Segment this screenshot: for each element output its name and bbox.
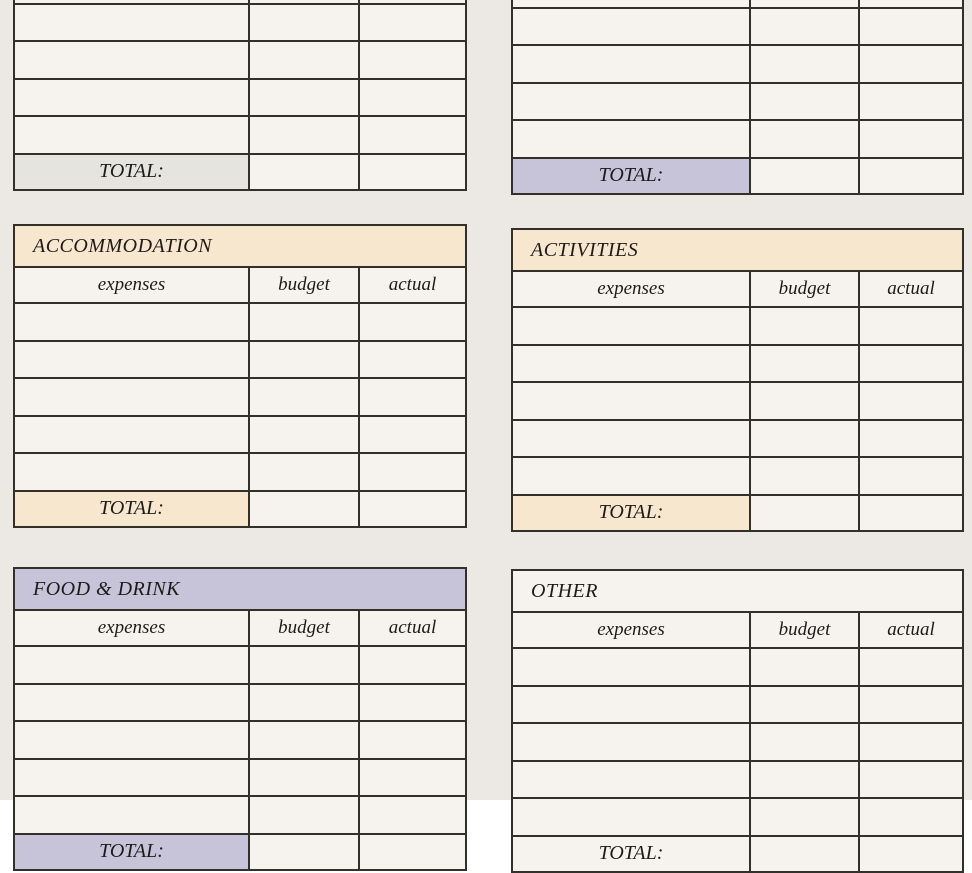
accommodation-header bbox=[15, 226, 465, 268]
actual-cell bbox=[860, 46, 962, 82]
expense-cell bbox=[513, 421, 751, 457]
table-row bbox=[15, 760, 465, 798]
table-row bbox=[513, 9, 962, 47]
table-row bbox=[15, 379, 465, 417]
actual-cell bbox=[860, 308, 962, 344]
total-row bbox=[15, 155, 465, 189]
budget-cell bbox=[250, 797, 360, 833]
total-row bbox=[513, 159, 962, 193]
actual-column-header: actual bbox=[388, 274, 437, 295]
expense-cell bbox=[15, 722, 250, 758]
budget-cell bbox=[751, 346, 860, 382]
expense-cell bbox=[513, 308, 751, 344]
table-row bbox=[513, 799, 962, 837]
column-header-row bbox=[15, 268, 465, 304]
budget-cell bbox=[751, 724, 860, 760]
expense-cell bbox=[15, 304, 250, 340]
table-row bbox=[15, 417, 465, 455]
total-budget-cell bbox=[250, 155, 360, 189]
table-row bbox=[513, 84, 962, 122]
actual-cell bbox=[360, 647, 465, 683]
table-row bbox=[513, 649, 962, 687]
table-row bbox=[15, 304, 465, 342]
total-row bbox=[15, 835, 465, 869]
budget-cell bbox=[250, 342, 360, 378]
budget-cell bbox=[751, 0, 860, 7]
expense-cell bbox=[513, 687, 751, 723]
expense-cell bbox=[15, 454, 250, 490]
expense-cell bbox=[513, 799, 751, 835]
budget-cell bbox=[751, 383, 860, 419]
budget-cell bbox=[250, 0, 360, 3]
actual-cell bbox=[860, 687, 962, 723]
actual-cell bbox=[860, 649, 962, 685]
actual-cell bbox=[360, 685, 465, 721]
activities-table bbox=[511, 228, 964, 532]
expense-cell bbox=[513, 458, 751, 494]
total-actual-cell bbox=[360, 155, 465, 189]
total-row bbox=[513, 496, 962, 530]
budget-cell bbox=[751, 762, 860, 798]
budget-cell bbox=[250, 647, 360, 683]
other-title: OTHER bbox=[531, 579, 598, 602]
food-drink-table bbox=[13, 567, 467, 871]
total-label-cell: TOTAL: bbox=[513, 496, 751, 530]
budget-cell bbox=[751, 308, 860, 344]
total-row bbox=[15, 492, 465, 526]
actual-cell bbox=[360, 5, 465, 41]
budget-cell bbox=[751, 9, 860, 45]
budget-cell bbox=[751, 649, 860, 685]
budget-cell bbox=[751, 84, 860, 120]
budget-cell bbox=[250, 454, 360, 490]
budget-cell bbox=[250, 760, 360, 796]
column-header-row bbox=[513, 613, 962, 649]
expense-cell bbox=[513, 762, 751, 798]
actual-cell bbox=[360, 42, 465, 78]
accommodation-table bbox=[13, 224, 467, 528]
expense-cell bbox=[15, 80, 250, 116]
actual-cell bbox=[860, 383, 962, 419]
budget-column-header: budget bbox=[751, 272, 860, 306]
food-drink-header bbox=[15, 569, 465, 611]
actual-cell bbox=[860, 346, 962, 382]
expense-cell bbox=[513, 346, 751, 382]
budget-cell bbox=[751, 687, 860, 723]
budget-cell bbox=[751, 799, 860, 835]
activities-title: ACTIVITIES bbox=[531, 238, 639, 261]
actual-cell bbox=[860, 84, 962, 120]
table-row bbox=[15, 342, 465, 380]
total-label-cell: TOTAL: bbox=[15, 155, 250, 189]
table-row bbox=[15, 5, 465, 43]
budget-cell bbox=[250, 42, 360, 78]
actual-cell bbox=[360, 760, 465, 796]
accommodation-title: ACCOMMODATION bbox=[33, 234, 213, 257]
expense-cell bbox=[513, 9, 751, 45]
table-row bbox=[513, 687, 962, 725]
budget-cell bbox=[751, 46, 860, 82]
expense-cell bbox=[15, 117, 250, 153]
table-row bbox=[15, 42, 465, 80]
budget-cell bbox=[751, 421, 860, 457]
table-row bbox=[15, 797, 465, 835]
table-row bbox=[513, 421, 962, 459]
total-actual-cell bbox=[860, 496, 962, 530]
expenses-column-header: expenses bbox=[513, 613, 751, 647]
total-label-cell: TOTAL: bbox=[15, 835, 250, 869]
table-row bbox=[15, 117, 465, 155]
expense-cell bbox=[15, 797, 250, 833]
top-left-table bbox=[13, 0, 467, 191]
actual-cell bbox=[860, 9, 962, 45]
budget-cell bbox=[751, 121, 860, 157]
budget-column-header: budget bbox=[751, 613, 860, 647]
budget-cell bbox=[250, 417, 360, 453]
budget-cell bbox=[250, 722, 360, 758]
actual-column-header: actual bbox=[388, 617, 437, 638]
expense-cell bbox=[513, 121, 751, 157]
expenses-column-header: expenses bbox=[15, 268, 250, 302]
actual-cell bbox=[360, 379, 465, 415]
actual-cell bbox=[360, 722, 465, 758]
expense-cell bbox=[15, 417, 250, 453]
expense-cell bbox=[15, 42, 250, 78]
budget-cell bbox=[250, 685, 360, 721]
actual-cell bbox=[860, 799, 962, 835]
actual-cell bbox=[360, 797, 465, 833]
expense-cell bbox=[15, 760, 250, 796]
column-header-row bbox=[15, 611, 465, 647]
actual-cell bbox=[860, 421, 962, 457]
expenses-column-header: expenses bbox=[513, 272, 751, 306]
table-row bbox=[15, 454, 465, 492]
total-actual-cell bbox=[860, 837, 962, 871]
table-row bbox=[513, 724, 962, 762]
other-header bbox=[513, 571, 962, 613]
budget-cell bbox=[250, 379, 360, 415]
expense-cell bbox=[513, 649, 751, 685]
total-budget-cell bbox=[250, 835, 360, 869]
total-budget-cell bbox=[751, 496, 860, 530]
table-row bbox=[513, 458, 962, 496]
actual-cell bbox=[360, 80, 465, 116]
table-row bbox=[15, 80, 465, 118]
expenses-column-header: expenses bbox=[15, 611, 250, 645]
actual-cell bbox=[860, 458, 962, 494]
expense-cell bbox=[513, 0, 751, 7]
budget-column-header: budget bbox=[250, 268, 360, 302]
total-label-cell: TOTAL: bbox=[513, 159, 751, 193]
total-budget-cell bbox=[250, 492, 360, 526]
actual-cell bbox=[360, 304, 465, 340]
table-row bbox=[513, 0, 962, 9]
top-right-table bbox=[511, 0, 964, 195]
actual-column-header: actual bbox=[887, 619, 935, 640]
total-budget-cell bbox=[751, 837, 860, 871]
actual-column-header: actual bbox=[887, 278, 935, 299]
budget-cell bbox=[250, 117, 360, 153]
actual-cell bbox=[860, 762, 962, 798]
table-row bbox=[513, 383, 962, 421]
actual-cell bbox=[360, 342, 465, 378]
column-header-row bbox=[513, 272, 962, 308]
expense-cell bbox=[15, 342, 250, 378]
table-row bbox=[513, 46, 962, 84]
expense-cell bbox=[513, 383, 751, 419]
total-label-cell: TOTAL: bbox=[15, 492, 250, 526]
total-label-cell: TOTAL: bbox=[513, 837, 751, 871]
other-table bbox=[511, 569, 964, 873]
expense-cell bbox=[15, 0, 250, 3]
table-row bbox=[513, 346, 962, 384]
actual-cell bbox=[360, 0, 465, 3]
food-drink-title: FOOD & DRINK bbox=[33, 577, 181, 600]
actual-cell bbox=[860, 121, 962, 157]
table-row bbox=[513, 762, 962, 800]
expense-cell bbox=[15, 647, 250, 683]
table-row bbox=[15, 685, 465, 723]
expense-cell bbox=[15, 379, 250, 415]
total-budget-cell bbox=[751, 159, 860, 193]
expense-cell bbox=[15, 685, 250, 721]
total-actual-cell bbox=[360, 835, 465, 869]
expense-cell bbox=[15, 5, 250, 41]
budget-cell bbox=[250, 80, 360, 116]
budget-column-header: budget bbox=[250, 611, 360, 645]
expense-cell bbox=[513, 46, 751, 82]
table-row bbox=[15, 722, 465, 760]
budget-cell bbox=[250, 304, 360, 340]
actual-cell bbox=[860, 0, 962, 7]
total-actual-cell bbox=[360, 492, 465, 526]
total-row bbox=[513, 837, 962, 871]
expense-cell bbox=[513, 724, 751, 760]
actual-cell bbox=[360, 417, 465, 453]
budget-cell bbox=[751, 458, 860, 494]
total-actual-cell bbox=[860, 159, 962, 193]
actual-cell bbox=[360, 454, 465, 490]
table-row bbox=[15, 647, 465, 685]
activities-header bbox=[513, 230, 962, 272]
budget-cell bbox=[250, 5, 360, 41]
expense-cell bbox=[513, 84, 751, 120]
actual-cell bbox=[360, 117, 465, 153]
table-row bbox=[513, 121, 962, 159]
actual-cell bbox=[860, 724, 962, 760]
table-row bbox=[513, 308, 962, 346]
